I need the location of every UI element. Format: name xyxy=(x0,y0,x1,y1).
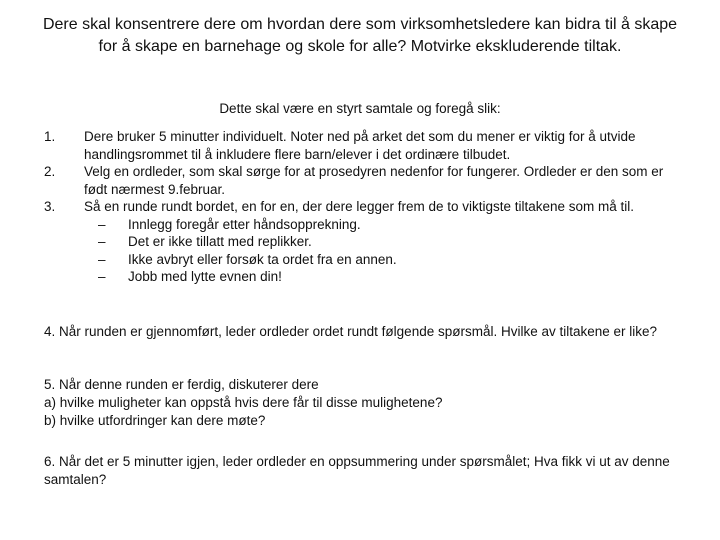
step-number: 3. xyxy=(44,199,56,214)
sub-item-text: Jobb med lytte evnen din! xyxy=(128,269,282,284)
sub-item xyxy=(98,251,684,269)
intro-text: Dette skal være en styrt samtale og foregå slik: xyxy=(219,101,501,116)
sub-item-text: Innlegg foregår etter håndsopprekning. xyxy=(128,216,361,232)
dash-bullet: – xyxy=(98,269,106,284)
paragraph-5 xyxy=(44,376,674,430)
sub-item xyxy=(98,268,684,286)
step-number: 2. xyxy=(44,164,56,179)
page-title: Dere skal konsentrere dere om hvordan dere som virksomhetsledere kan bidra til å skape for å skape en barnehage og skole for alle? Motvirke ekskluderende tiltak. xyxy=(42,16,678,55)
steps-list xyxy=(44,128,684,286)
step-2 xyxy=(44,163,684,198)
sub-item xyxy=(98,233,684,251)
step-text: Dere bruker 5 minutter individuelt. Noter ned på arket det som du mener er viktig for å utvide handlingsrommet til å inkludere flere barn/elever i det ordinære tilbudet. xyxy=(84,129,636,162)
paragraph-6: 6. Når det er 5 minutter igjen, leder ordleder en oppsummering under spørsmålet; Hva fikk vi ut av denne samtalen? xyxy=(44,454,670,487)
paragraph-5-line-3: b) hvilke utfordringer kan dere møte? xyxy=(44,413,266,428)
sub-item-text: Det er ikke tillatt med replikker. xyxy=(128,234,312,249)
paragraph-4: 4. Når runden er gjennomført, leder ordleder ordet rundt følgende spørsmål. Hvilke av tiltakene er like? xyxy=(44,324,658,339)
step-text: Så en runde rundt bordet, en for en, der dere legger frem de to viktigste tiltakene som må til. xyxy=(84,199,635,214)
paragraph-5-line-2: a) hvilke muligheter kan oppstå hvis dere får til disse mulighetene? xyxy=(44,395,443,410)
sub-item-text: Ikke avbryt eller forsøk ta ordet fra en annen. xyxy=(128,251,397,267)
dash-bullet: – xyxy=(98,216,106,232)
step-1 xyxy=(44,128,684,163)
dash-bullet: – xyxy=(98,234,106,249)
step-text: Velg en ordleder, som skal sørge for at prosedyren nedenfor for fungerer. Ordleder er den som er født nærmest 9.februar. xyxy=(84,164,664,197)
paragraph-5-line-1: 5. Når denne runden er ferdig, diskuterer dere xyxy=(44,377,319,392)
sub-item xyxy=(98,216,684,234)
step-number: 1. xyxy=(44,129,56,144)
dash-bullet: – xyxy=(98,251,106,267)
step-3 xyxy=(44,198,684,216)
